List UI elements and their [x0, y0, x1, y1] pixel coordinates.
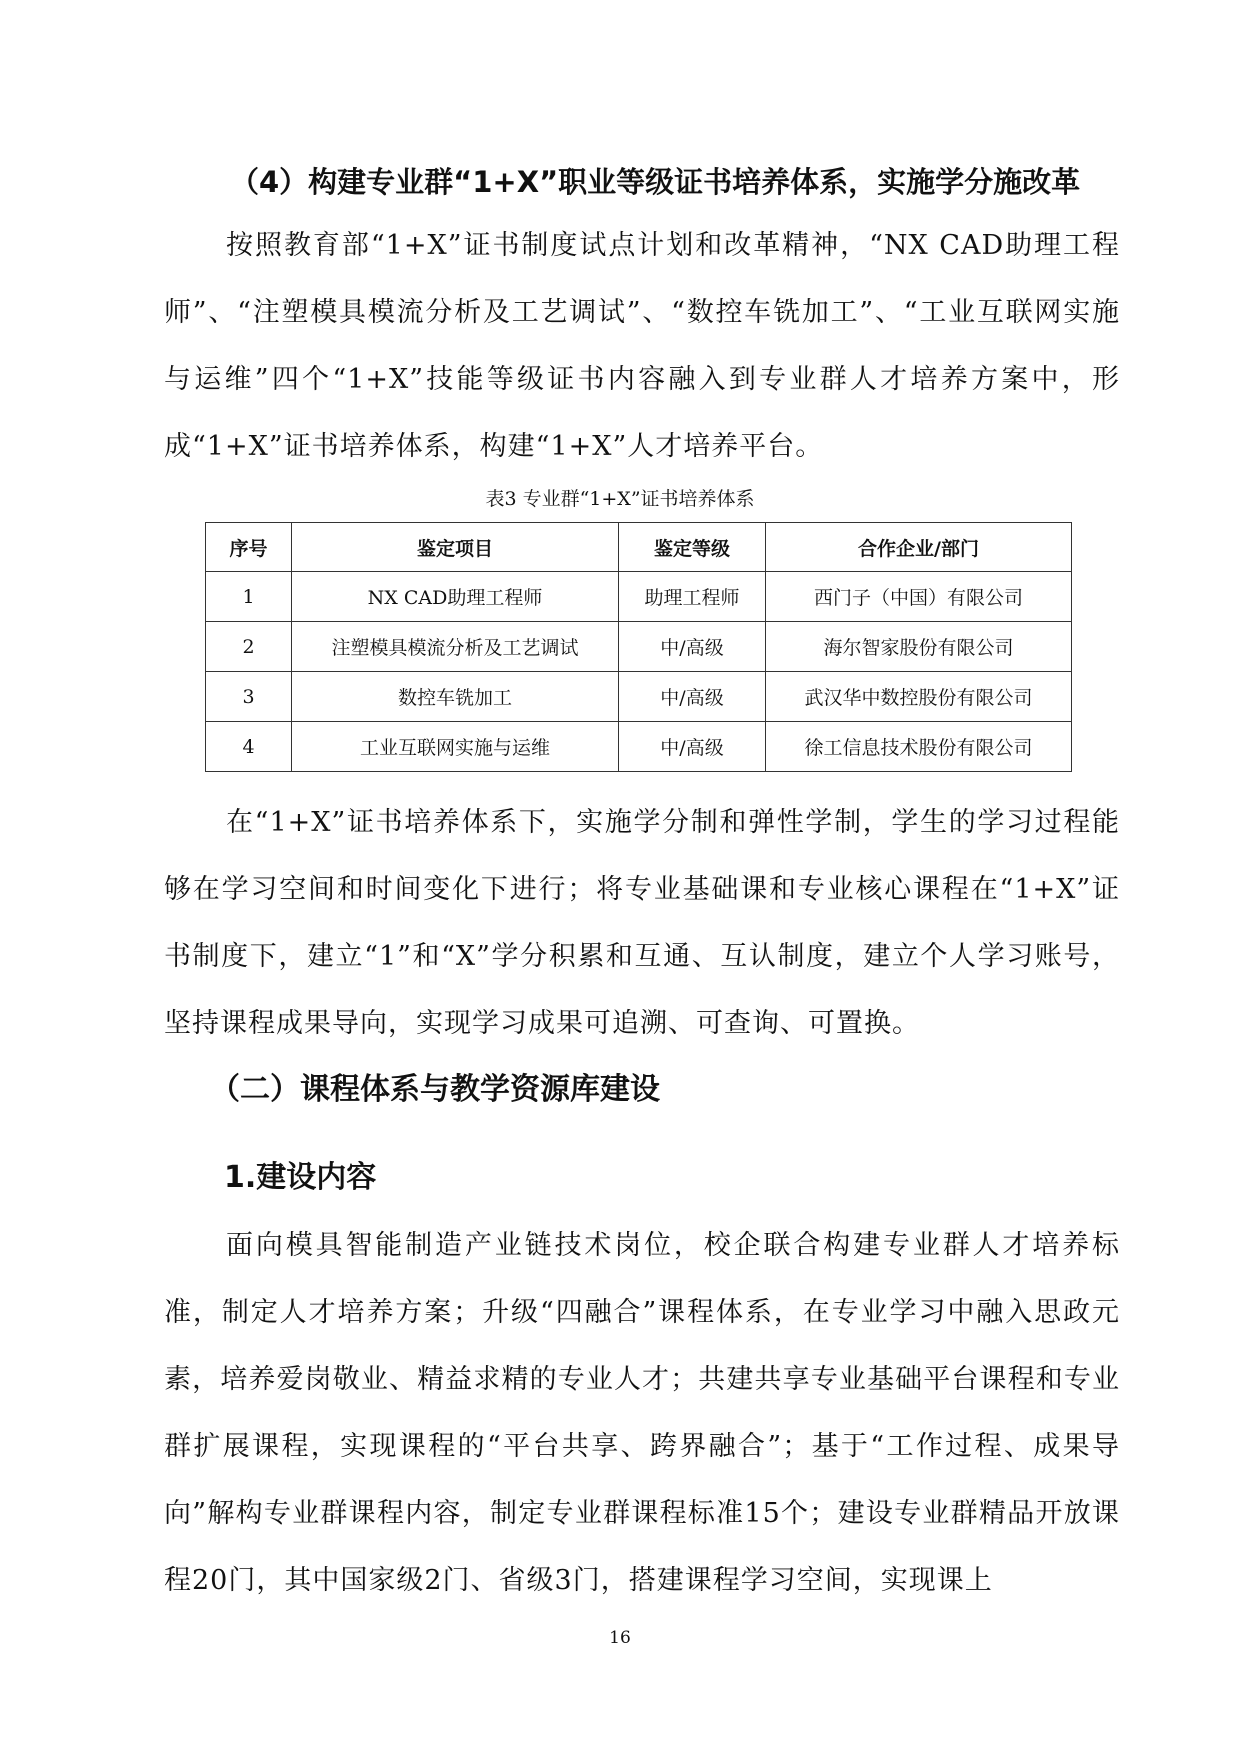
table-row: [206, 572, 1072, 622]
cell-partner: 西门子（中国）有限公司: [766, 572, 1072, 622]
paragraph-3: 面向模具智能制造产业链技术岗位，校企联合构建专业群人才培养标准，制定人才培养方案；升级“四融合”课程体系，在专业学习中融入思政元素，培养爱岗敬业、精益求精的专业人才；共建共享专业基础平台课程和专业群扩展课程，实现课程的“平台共享、跨界融合”；基于“工作过程、成果导向”解构专业群课程内容，制定专业群课程标准15个；建设专业群精品开放课程20门，其中国家级2门、省级3门，搭建课程学习空间，实现课上: [164, 1230, 1120, 1596]
subsection-heading: 1.建设内容: [224, 1160, 377, 1195]
paragraph-2: 在“1+X”证书培养体系下，实施学分制和弹性学制，学生的学习过程能够在学习空间和时间变化下进行；将专业基础课和专业核心课程在“1+X”证书制度下，建立“1”和“X”学分积累和互通、互认制度，建立个人学习账号，坚持课程成果导向，实现学习成果可追溯、可查询、可置换。: [164, 807, 1120, 1039]
heading-4: （4）构建专业群“1+X”职业等级证书培养体系，实施学分施改革: [230, 165, 1081, 199]
cell-seq: 2: [206, 622, 292, 672]
header-seq: 序号: [206, 523, 292, 572]
cell-item: NX CAD助理工程师: [292, 572, 619, 622]
cell-level: 中/高级: [619, 722, 766, 772]
table-header-row: [206, 523, 1072, 572]
table-row: [206, 722, 1072, 772]
cell-level: 助理工程师: [619, 572, 766, 622]
header-level: 鉴定等级: [619, 523, 766, 572]
paragraph-1: 按照教育部“1+X”证书制度试点计划和改革精神，“NX CAD助理工程师”、“注塑模具模流分析及工艺调试”、“数控车铣加工”、“工业互联网实施与运维”四个“1+X”技能等级证书内容融入到专业群人才培养方案中，形成“1+X”证书培养体系，构建“1+X”人才培养平台。: [164, 230, 1120, 462]
header-partner: 合作企业/部门: [766, 523, 1072, 572]
cell-level: 中/高级: [619, 622, 766, 672]
cell-item: 工业互联网实施与运维: [292, 722, 619, 772]
cell-seq: 4: [206, 722, 292, 772]
cell-level: 中/高级: [619, 672, 766, 722]
header-item: 鉴定项目: [292, 523, 619, 572]
cell-partner: 武汉华中数控股份有限公司: [766, 672, 1072, 722]
cell-item: 注塑模具模流分析及工艺调试: [292, 622, 619, 672]
cell-seq: 3: [206, 672, 292, 722]
cell-partner: 徐工信息技术股份有限公司: [766, 722, 1072, 772]
cell-seq: 1: [206, 572, 292, 622]
cell-item: 数控车铣加工: [292, 672, 619, 722]
certificate-table: [205, 522, 1072, 772]
section-heading: （二）课程体系与教学资源库建设: [210, 1072, 660, 1107]
cell-partner: 海尔智家股份有限公司: [766, 622, 1072, 672]
table-caption: 表3 专业群“1+X”证书培养体系: [485, 488, 755, 510]
table-row: [206, 622, 1072, 672]
page-number: 16: [609, 1628, 631, 1648]
table-row: [206, 672, 1072, 722]
